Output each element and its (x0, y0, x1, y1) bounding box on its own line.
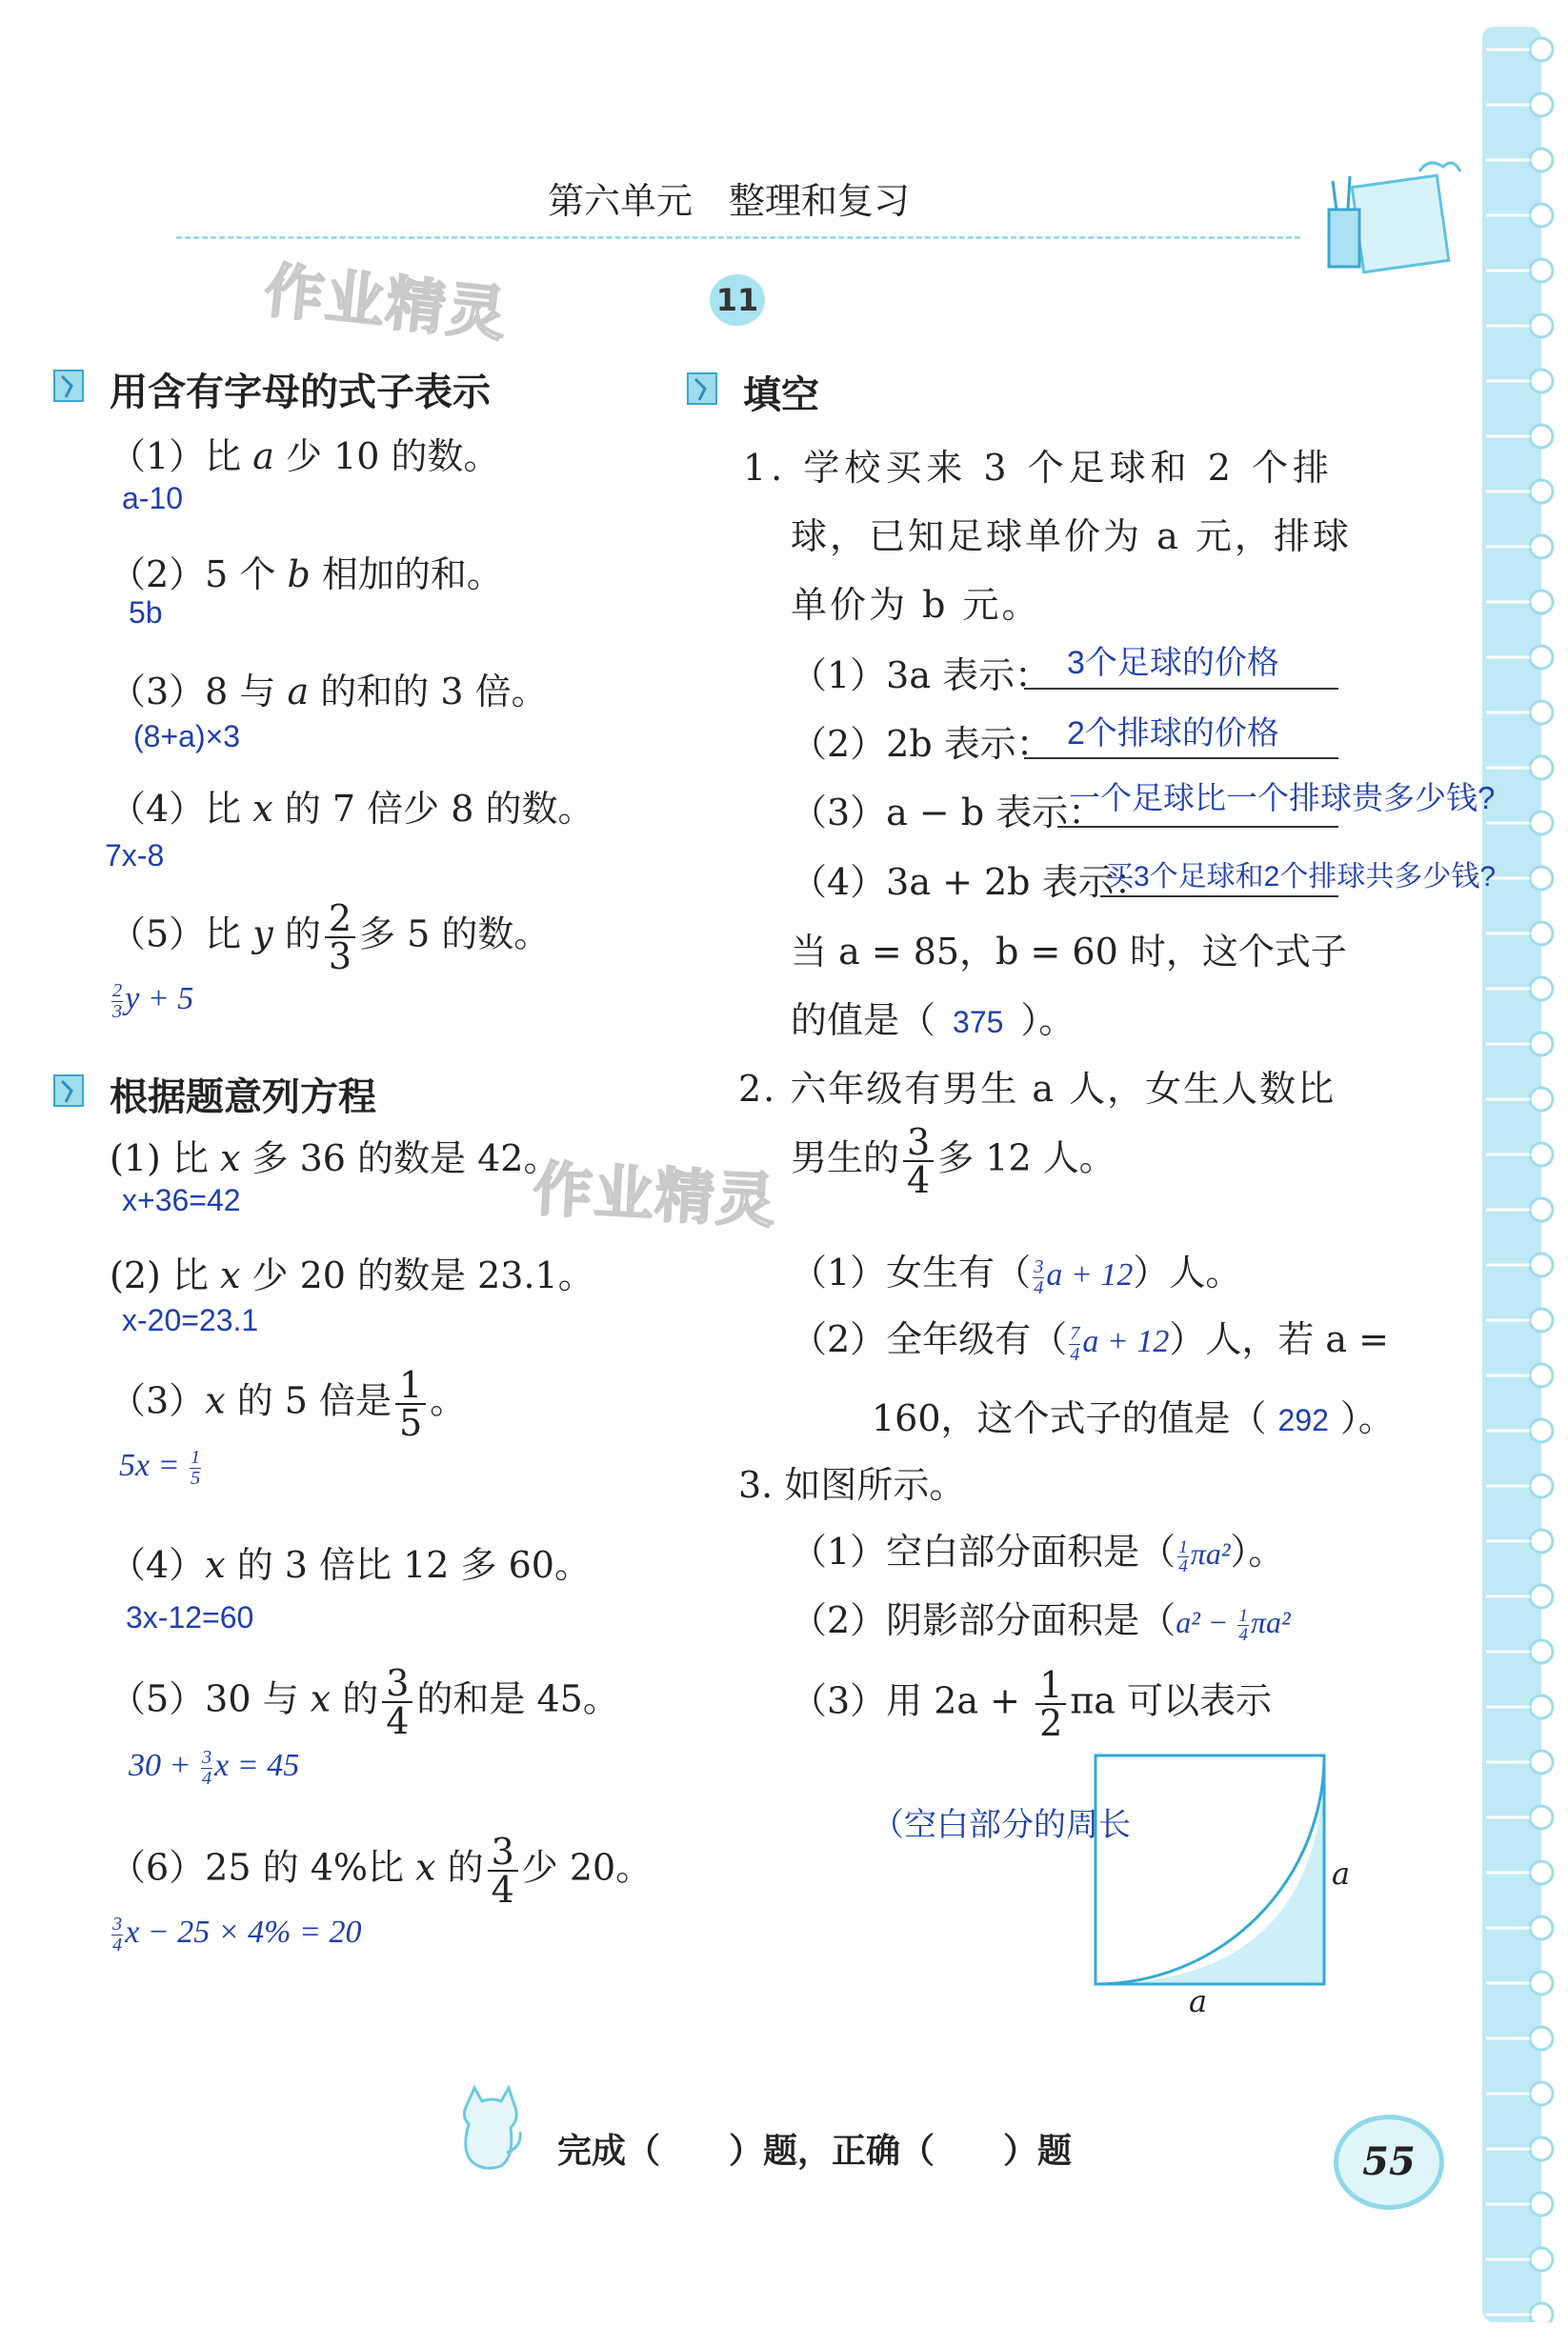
q3-sub3-answer: （空白部分的周长 (872, 1807, 1131, 1843)
s2-item5-mid: 的 (331, 1677, 379, 1720)
section2-book-icon (52, 1072, 94, 1110)
figure-label-bottom: a (1189, 1983, 1208, 2019)
strip-ring (1530, 1419, 1553, 1442)
s2-item5-frac-den: 4 (386, 1700, 410, 1742)
strip-ring (1530, 2082, 1553, 2105)
s2-item5-suffix: 的和是 45。 (416, 1677, 619, 1720)
strip-ring (1530, 1474, 1553, 1497)
q1-sub4-answer: 买3个足球和2个排球共多少钱? (1105, 861, 1497, 893)
page-number: 55 (1362, 2139, 1416, 2184)
s2-item6-prefix: （6）25 的 4%比 (110, 1846, 416, 1889)
q2-sub1-pre: （1）女生有（ (791, 1252, 1032, 1294)
s2-item6-ans-num: 3 (112, 1914, 123, 1936)
strip-ring (1530, 1585, 1553, 1608)
q3-sub2-ans-tail: πa² (1250, 1605, 1291, 1639)
q1-sub1-answer: 3个足球的价格 (1067, 645, 1279, 681)
s1-item5-frac-den: 3 (328, 935, 352, 977)
s2-item6-frac-num: 3 (488, 1834, 518, 1872)
strip-ring (1530, 370, 1553, 392)
s1-item2-answer: 5b (129, 595, 163, 630)
q1-sub4-blank (1100, 895, 1338, 897)
s2-item4-prefix: （4） (110, 1544, 206, 1586)
q3-sub2-ans-head: a² − (1176, 1605, 1236, 1639)
badge-number-text: 11 (715, 282, 759, 318)
q3-sub2 (791, 1591, 1291, 1644)
q3-sub3-fraction (1035, 1664, 1066, 1744)
strip-ring (1530, 259, 1553, 282)
q2-sub1-answer (1031, 1256, 1134, 1298)
q2-sub2-pre: （2）全年级有（ (791, 1318, 1068, 1360)
s2-item6-ans-tail: x − 25 × 4% = 20 (125, 1915, 362, 1950)
strip-ring (1530, 2027, 1553, 2050)
s1-item1-prefix: （1）比 (110, 435, 253, 477)
strip-ring (1530, 425, 1553, 448)
s2-item4 (110, 1535, 591, 1588)
q3-sub3-frac-den: 2 (1039, 1702, 1063, 1744)
q3-sub1-post: ）。 (1230, 1531, 1285, 1573)
section1-title: 用含有字母的式子表示 (110, 371, 491, 414)
strip-ring (1530, 1861, 1553, 1884)
unit-title: 第六单元 整理和复习 (548, 180, 911, 222)
s2-item6-frac-den: 4 (491, 1869, 514, 1911)
s2-item2-suffix: 少 20 的数是 23.1。 (240, 1254, 594, 1296)
s2-item6-ans-fraction (111, 1915, 123, 1955)
s2-item1 (110, 1129, 559, 1181)
s1-item3-var: a (287, 671, 310, 712)
q1-sub1-label: （1）3a 表示： (791, 654, 1052, 696)
s1-item5-answer (110, 981, 193, 1021)
s2-item6-var: x (415, 1846, 436, 1889)
s2-item5-ans-den: 4 (201, 1767, 212, 1789)
section3-book-icon (686, 370, 728, 408)
q3-sub1-pre: （1）空白部分面积是（ (791, 1531, 1176, 1573)
quarter-circle-figure (1091, 1751, 1329, 1989)
q2-line2-pre: 男生的 (791, 1136, 900, 1179)
q1-sub3-answer: 一个足球比一个排球贵多少钱? (1069, 780, 1496, 815)
s1-item2 (110, 545, 503, 597)
s1-item4 (110, 779, 593, 832)
q1-when-line: 当 a = 85，b = 60 时，这个式子 (791, 931, 1347, 973)
s2-item5-prefix: （5）30 与 (110, 1677, 311, 1720)
s2-item3 (110, 1364, 467, 1444)
q2-sub2-ans-fraction (1069, 1324, 1080, 1364)
q1-value-answer: 375 (953, 1005, 1004, 1039)
section1-book-icon (52, 367, 94, 405)
q2-sub2-line2 (872, 1389, 1395, 1441)
s1-item4-prefix: （4）比 (110, 788, 253, 830)
s2-item3-ans-num: 1 (191, 1447, 201, 1469)
strip-ring (1530, 1143, 1553, 1166)
s1-item3-answer: (8+a)×3 (133, 719, 241, 753)
s2-item3-suffix: 。 (430, 1379, 467, 1422)
s1-item2-prefix: （2）5 个 (110, 553, 288, 595)
q3-sub2-answer (1176, 1605, 1291, 1646)
s2-item6-suffix: 少 20。 (521, 1846, 653, 1889)
strip-ring (1530, 1640, 1553, 1663)
s1-item1-suffix: 少 10 的数。 (273, 435, 500, 477)
q2-sub1 (791, 1243, 1241, 1297)
s1-item1-answer: a-10 (122, 481, 184, 515)
strip-ring (1530, 1309, 1553, 1332)
badge-number (710, 274, 765, 326)
s2-item3-ans-head: 5x = (119, 1448, 189, 1483)
q2-sub2-ans-num: 7 (1070, 1323, 1080, 1345)
strip-ring (1530, 93, 1553, 116)
strip-ring (1530, 646, 1553, 669)
strip-ring (1530, 867, 1553, 890)
q3-sub2-ans-fraction (1237, 1607, 1249, 1644)
strip-ring (1530, 1364, 1553, 1387)
s1-item5-mid: 的 (272, 913, 321, 955)
q1-value-post: ）。 (1020, 999, 1075, 1041)
q2-sub1-post: ）人。 (1133, 1252, 1242, 1294)
s1-item5-frac-num: 2 (325, 900, 355, 938)
q2-sub1-ans-den: 4 (1034, 1276, 1044, 1298)
strip-ring (1530, 2137, 1553, 2160)
q3-line1: 3. 如图所示。 (738, 1464, 966, 1506)
s1-item5 (110, 897, 551, 977)
strip-ring (1530, 812, 1553, 834)
s2-item5-var: x (310, 1677, 332, 1720)
s1-item5-suffix: 多 5 的数。 (359, 913, 551, 955)
s2-item6-mid: 的 (435, 1846, 484, 1889)
s2-item6-ans-den: 4 (112, 1934, 123, 1956)
watermark-middle: 作业精灵 (532, 1153, 779, 1236)
s1-item4-suffix: 的 7 倍少 8 的数。 (272, 788, 594, 830)
strip-ring (1530, 591, 1553, 613)
s1-item4-var: x (252, 788, 273, 830)
strip-ring (1530, 701, 1553, 724)
s2-item3-ans-fraction (190, 1448, 201, 1488)
s1-item1 (110, 427, 500, 479)
s2-item4-var: x (205, 1544, 226, 1586)
q2-line2 (791, 1121, 1116, 1201)
s2-item5-frac-num: 3 (382, 1665, 412, 1703)
q1-sub3-blank (1057, 826, 1338, 828)
s1-item5-prefix: （5）比 (110, 913, 253, 955)
strip-ring (1530, 1198, 1553, 1221)
q3-sub1-ans-den: 4 (1178, 1556, 1188, 1577)
s2-item2-var: x (220, 1254, 241, 1296)
q2-line2-post: 多 12 人。 (937, 1136, 1116, 1179)
strip-ring (1530, 38, 1553, 61)
s2-item5-ans-num: 3 (201, 1747, 212, 1769)
s2-item1-prefix: (1) 比 (110, 1137, 220, 1179)
q1-line1: 1. 学校买来 3 个足球和 2 个排 (743, 447, 1335, 489)
strip-ring (1530, 2248, 1553, 2271)
q3-sub2-pre: （2）阴影部分面积是（ (791, 1599, 1176, 1641)
q3-sub1 (791, 1522, 1284, 1575)
q2-fraction (903, 1121, 934, 1201)
strip-ring (1530, 2303, 1553, 2322)
s2-item3-fraction (395, 1364, 426, 1444)
s2-item6-fraction (488, 1831, 518, 1911)
s2-item2 (110, 1246, 594, 1298)
s2-item1-suffix: 多 36 的数是 42。 (240, 1137, 560, 1179)
q3-sub3 (791, 1664, 1272, 1744)
strip-ring (1530, 1088, 1553, 1111)
s2-item1-var: x (220, 1137, 241, 1179)
q3-sub1-ans-tail: πa² (1190, 1536, 1231, 1571)
q2-sub2-value: 292 (1277, 1403, 1329, 1437)
q1-line2: 球，已知足球单价为 a 元，排球 (791, 515, 1352, 557)
q2-sub1-ans-num: 3 (1034, 1256, 1044, 1278)
s1-item2-suffix: 相加的和。 (310, 553, 503, 595)
completion-text: 完成（ ）题，正确（ ）题 (557, 2132, 1073, 2171)
q2-sub2-ans-den: 4 (1070, 1343, 1080, 1365)
s2-item5-answer (129, 1748, 299, 1788)
q3-sub1-ans-fraction (1177, 1538, 1189, 1575)
s1-item5-ans-tail: y + 5 (125, 981, 194, 1016)
q2-sub2-ans-tail: a + 12 (1082, 1324, 1170, 1359)
section2-title: 根据题意列方程 (110, 1075, 376, 1119)
q1-sub2-label: （2）2b 表示： (791, 723, 1053, 765)
q3-sub3-post: πa 可以表示 (1070, 1679, 1272, 1722)
s2-item2-prefix: (2) 比 (110, 1254, 220, 1296)
q3-sub3-frac-num: 1 (1035, 1667, 1066, 1705)
q2-frac-den: 4 (907, 1159, 931, 1201)
s2-item2-answer: x-20=23.1 (122, 1303, 259, 1337)
q1-value-line (791, 991, 1075, 1043)
header-dashed-line (176, 236, 1300, 239)
page-number-badge (1334, 2115, 1444, 2210)
q3-sub1-ans-num: 1 (1178, 1536, 1188, 1557)
s1-item3 (110, 662, 548, 714)
s1-item4-answer: 7x-8 (105, 838, 165, 873)
q2-sub2-post: ）人，若 a = (1169, 1318, 1389, 1360)
q2-sub2-answer (1067, 1323, 1170, 1365)
s2-item3-ans-den: 5 (191, 1467, 201, 1489)
q1-sub3-label: （3）a − b 表示： (791, 792, 1105, 833)
strip-ring (1530, 1751, 1553, 1774)
header-illustration (1319, 143, 1462, 286)
s2-item3-prefix: （3） (110, 1379, 206, 1422)
s2-item6 (110, 1831, 653, 1911)
s1-item5-fraction (325, 897, 355, 977)
strip-ring (1530, 204, 1553, 227)
strip-ring (1530, 535, 1553, 558)
s2-item5-fraction (382, 1662, 412, 1742)
q1-line3: 单价为 b 元。 (791, 584, 1041, 626)
q2-sub2 (791, 1310, 1389, 1364)
s2-item6-answer (110, 1915, 361, 1955)
strip-ring (1530, 149, 1553, 171)
books-pencil-cup-icon (1319, 143, 1462, 286)
s2-item3-answer (119, 1448, 203, 1488)
strip-ring (1530, 1254, 1553, 1276)
s1-item5-ans-num: 2 (112, 980, 123, 1002)
s1-item3-suffix: 的和的 3 倍。 (309, 671, 548, 712)
q2-line1: 2. 六年级有男生 a 人，女生人数比 (738, 1068, 1337, 1110)
s1-item5-ans-den: 3 (112, 1000, 123, 1022)
strip-ring (1530, 977, 1553, 1000)
s2-item3-frac-num: 1 (395, 1367, 426, 1405)
strip-ring (1530, 314, 1553, 337)
cat-icon (448, 2076, 524, 2172)
s2-item4-answer: 3x-12=60 (126, 1600, 254, 1635)
strip-ring (1530, 1530, 1553, 1553)
q2-frac-num: 3 (903, 1124, 934, 1162)
strip-ring (1530, 480, 1553, 503)
s2-item5-ans-head: 30 + (129, 1748, 199, 1783)
s1-item1-var: a (252, 435, 274, 477)
strip-ring (1530, 922, 1553, 945)
q2-sub2-line2-post: ）。 (1339, 1397, 1395, 1439)
s2-item5-ans-fraction (201, 1748, 212, 1788)
q1-sub4-label: （4）3a + 2b 表示： (791, 861, 1151, 903)
strip-ring (1530, 1806, 1553, 1829)
strip-ring (1530, 2193, 1553, 2216)
q3-sub1-answer (1176, 1536, 1231, 1577)
strip-ring (1530, 1033, 1553, 1055)
q1-value-pre: 的值是（ (791, 999, 936, 1041)
strip-ring (1530, 1695, 1553, 1718)
s1-item5-var: y (252, 913, 273, 955)
s2-item3-var: x (205, 1379, 226, 1422)
q3-sub3-pre: （3）用 2a + (791, 1679, 1033, 1722)
s1-item2-var: b (287, 553, 311, 595)
q2-sub1-ans-fraction (1033, 1257, 1044, 1297)
s2-item3-mid: 的 5 倍是 (225, 1379, 392, 1422)
figure-label-side: a (1332, 1856, 1351, 1892)
strip-ring (1530, 756, 1553, 779)
s2-item1-answer: x+36=42 (122, 1183, 241, 1217)
strip-ring (1530, 1916, 1553, 1939)
shaded-region (1096, 1755, 1324, 1984)
q3-sub2-ans-den: 4 (1238, 1625, 1248, 1646)
s2-item3-frac-den: 5 (399, 1402, 423, 1444)
s1-item3-prefix: （3）8 与 (110, 671, 288, 712)
watermark-top: 作业精灵 (261, 254, 512, 351)
q3-sub2-ans-num: 1 (1238, 1605, 1248, 1626)
section3-title: 填空 (743, 373, 819, 417)
q1-sub2-blank (1024, 757, 1338, 759)
s2-item4-suffix: 的 3 倍比 12 多 60。 (225, 1544, 591, 1586)
q1-sub1-blank (1024, 688, 1338, 690)
q2-sub2-line2-pre: 160，这个式子的值是（ (872, 1397, 1267, 1439)
q2-sub1-ans-tail: a + 12 (1046, 1257, 1134, 1293)
s2-item5 (110, 1662, 619, 1742)
q1-sub2-answer: 2个排球的价格 (1067, 715, 1279, 752)
s2-item5-ans-tail: x = 45 (214, 1748, 300, 1783)
s1-item5-ans-fraction (111, 981, 123, 1021)
side-strip-rings (1475, 27, 1560, 2322)
strip-ring (1530, 1972, 1553, 1995)
